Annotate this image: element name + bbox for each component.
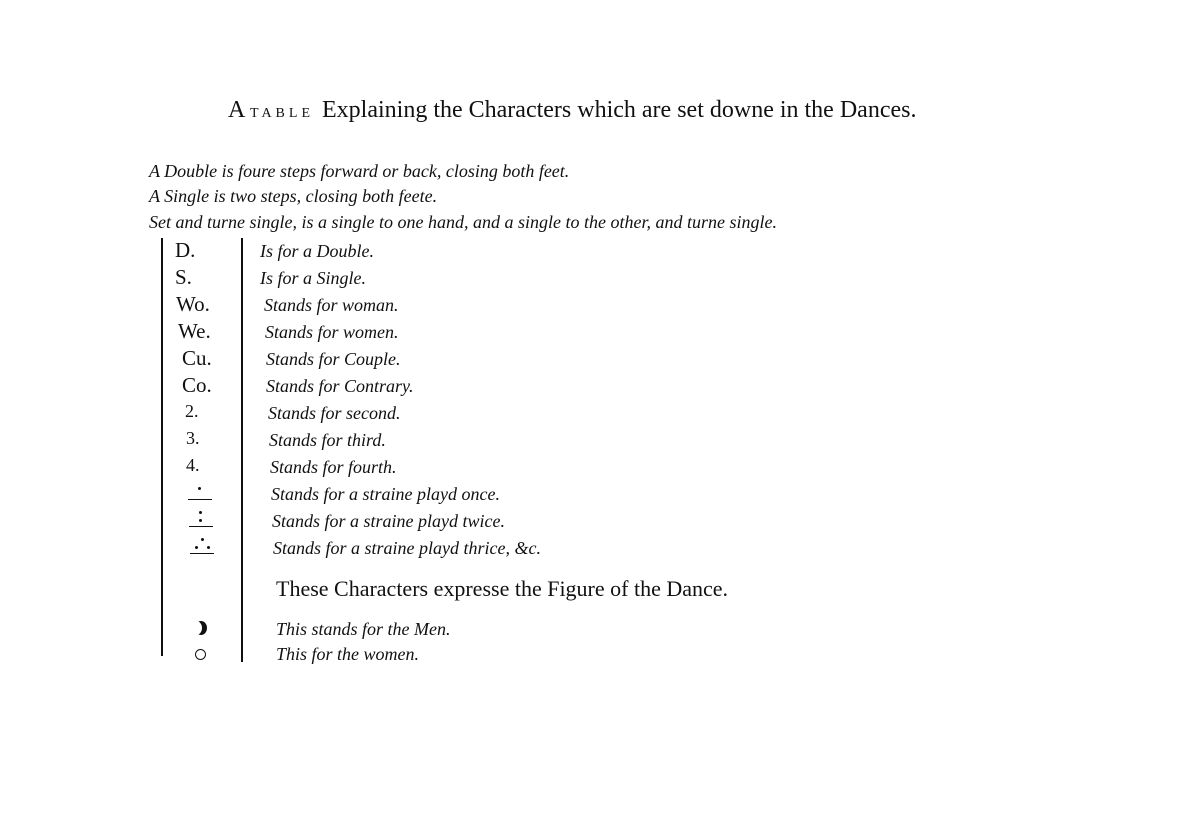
symbol-third: 3. [186,428,200,448]
title-prefix: A [228,97,245,123]
figure-heading: These Characters expresse the Figure of the Dance. [276,576,729,601]
meaning-contrary: Stands for Contrary. [266,376,414,396]
one-dot-bar-icon [186,481,214,503]
symbol-fourth: 4. [186,455,200,475]
meaning-once: Stands for a straine playd once. [271,484,500,504]
intro-line-set-and-turne: Set and turne single, is a single to one hand, and a single to the other, and turne single. [149,212,777,232]
title-rest: Explaining the Characters which are set downe in the Dances. [322,97,917,123]
symbol-women-figure [195,643,255,664]
meaning-men: This stands for the Men. [276,619,451,639]
two-dot-bar-icon [187,508,215,530]
meaning-couple: Stands for Couple. [266,349,401,369]
symbol-couple: Cu. [182,346,212,370]
meaning-second: Stands for second. [268,403,401,423]
symbol-single: S. [175,265,192,289]
symbol-double: D. [175,238,196,262]
symbol-contrary: Co. [182,373,212,397]
title-smallcaps: TABLE [250,106,314,121]
intro-line-double: A Double is foure steps forward or back, closing both feet. [149,161,570,181]
meaning-women: Stands for women. [265,322,399,342]
meaning-single: Is for a Single. [260,268,366,288]
meaning-women-figure: This for the women. [276,644,420,664]
symbol-women: We. [178,319,211,343]
three-dot-bar-icon [188,535,216,557]
page-title [228,98,916,122]
meaning-woman: Stands for woman. [264,295,399,315]
symbol-woman: Wo. [176,292,210,316]
meaning-twice: Stands for a straine playd twice. [272,511,505,531]
left-bracket-rule [161,238,163,656]
crescent-moon-icon [195,621,207,635]
symbol-second: 2. [185,401,199,421]
meaning-fourth: Stands for fourth. [270,457,397,477]
symbol-men [195,618,255,639]
right-bracket-rule [241,238,243,662]
symbol-thrice [188,535,248,561]
meaning-third: Stands for third. [269,430,386,450]
symbol-once [186,481,246,507]
symbol-twice [187,508,247,534]
meaning-thrice: Stands for a straine playd thrice, &c. [273,538,541,558]
intro-line-single: A Single is two steps, closing both feete. [149,186,438,206]
meaning-double: Is for a Double. [260,241,374,261]
circle-icon [195,649,206,660]
